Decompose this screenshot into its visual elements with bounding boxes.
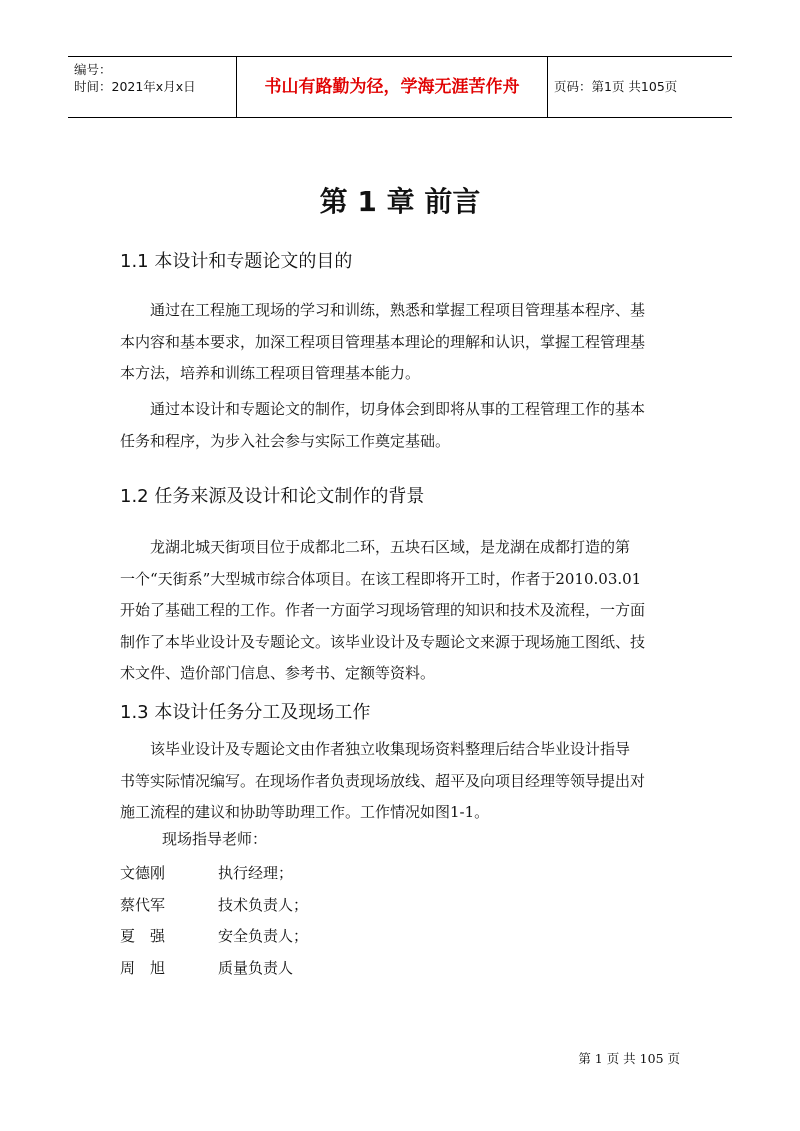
staff-role: 安全负责人； [218, 927, 309, 945]
staff-role: 执行经理； [218, 864, 294, 882]
paragraph-line: 任务和程序，为步入社会参与实际工作奠定基础。 [120, 431, 451, 450]
paragraph-line: 通过在工程施工现场的学习和训练，熟悉和掌握工程项目管理基本程序、基 [120, 301, 646, 319]
staff-name: 文德刚 [120, 864, 166, 882]
body-paragraph [120, 295, 690, 390]
chapter-title: 第 1 章 前言 [319, 185, 481, 218]
body-paragraph [120, 532, 690, 690]
staff-row [120, 921, 420, 953]
paragraph-line: 通过本设计和专题论文的制作，切身体会到即将从事的工程管理工作的基本 [120, 400, 646, 418]
page-footer: 第 1 页 共 105 页 [578, 1051, 680, 1066]
section-heading: 1.2 任务来源及设计和论文制作的背景 [120, 486, 425, 507]
staff-name: 周 旭 [120, 958, 166, 977]
header-page-info: 页码：第1页 共105页 [554, 79, 678, 94]
paragraph-line: 龙湖北城天街项目位于成都北二环，五块石区域，是龙湖在成都打造的第 [120, 538, 631, 556]
paragraph-line: 该毕业设计及专题论文由作者独立收集现场资料整理后结合毕业设计指导 [120, 740, 631, 758]
staff-name: 蔡代军 [120, 895, 166, 914]
document-number-label: 编号： [74, 62, 112, 77]
paragraph-line: 本内容和基本要求，加深工程项目管理基本理论的理解和认识，掌握工程管理基 [120, 332, 646, 351]
body-paragraph [120, 394, 690, 457]
header-divider [236, 57, 237, 117]
staff-row [120, 858, 420, 890]
document-time: 时间：2021年x月x日 [74, 79, 196, 94]
header-divider [547, 57, 548, 117]
paragraph-line: 施工流程的建议和协助等助理工作。工作情况如图1-1。 [120, 803, 490, 821]
staff-role: 技术负责人； [218, 895, 309, 914]
staff-row [120, 890, 420, 922]
page-header [68, 56, 732, 118]
section-heading: 1.1 本设计和专题论文的目的 [120, 251, 353, 272]
paragraph-line: 术文件、造价部门信息、参考书、定额等资料。 [120, 664, 436, 682]
staff-role: 质量负责人 [218, 958, 294, 977]
staff-label: 现场指导老师： [162, 830, 268, 848]
header-motto: 书山有路勤为径，学海无涯苦作舟 [264, 77, 520, 97]
section-heading: 1.3 本设计任务分工及现场工作 [120, 702, 371, 723]
staff-list [120, 858, 420, 984]
paragraph-line: 本方法，培养和训练工程项目管理基本能力。 [120, 364, 421, 382]
paragraph-line: 书等实际情况编写。在现场作者负责现场放线、超平及向项目经理等领导提出对 [120, 771, 646, 790]
staff-name: 夏 强 [120, 927, 166, 945]
paragraph-line: 开始了基础工程的工作。作者一方面学习现场管理的知识和技术及流程，一方面 [120, 601, 646, 619]
header-meta [74, 61, 244, 95]
staff-row [120, 953, 420, 985]
paragraph-line: 一个“天街系”大型城市综合体项目。在该工程即将开工时，作者于2010.03.01 [120, 569, 642, 588]
body-paragraph [120, 734, 690, 829]
paragraph-line: 制作了本毕业设计及专题论文。该毕业设计及专题论文来源于现场施工图纸、技 [120, 632, 646, 651]
